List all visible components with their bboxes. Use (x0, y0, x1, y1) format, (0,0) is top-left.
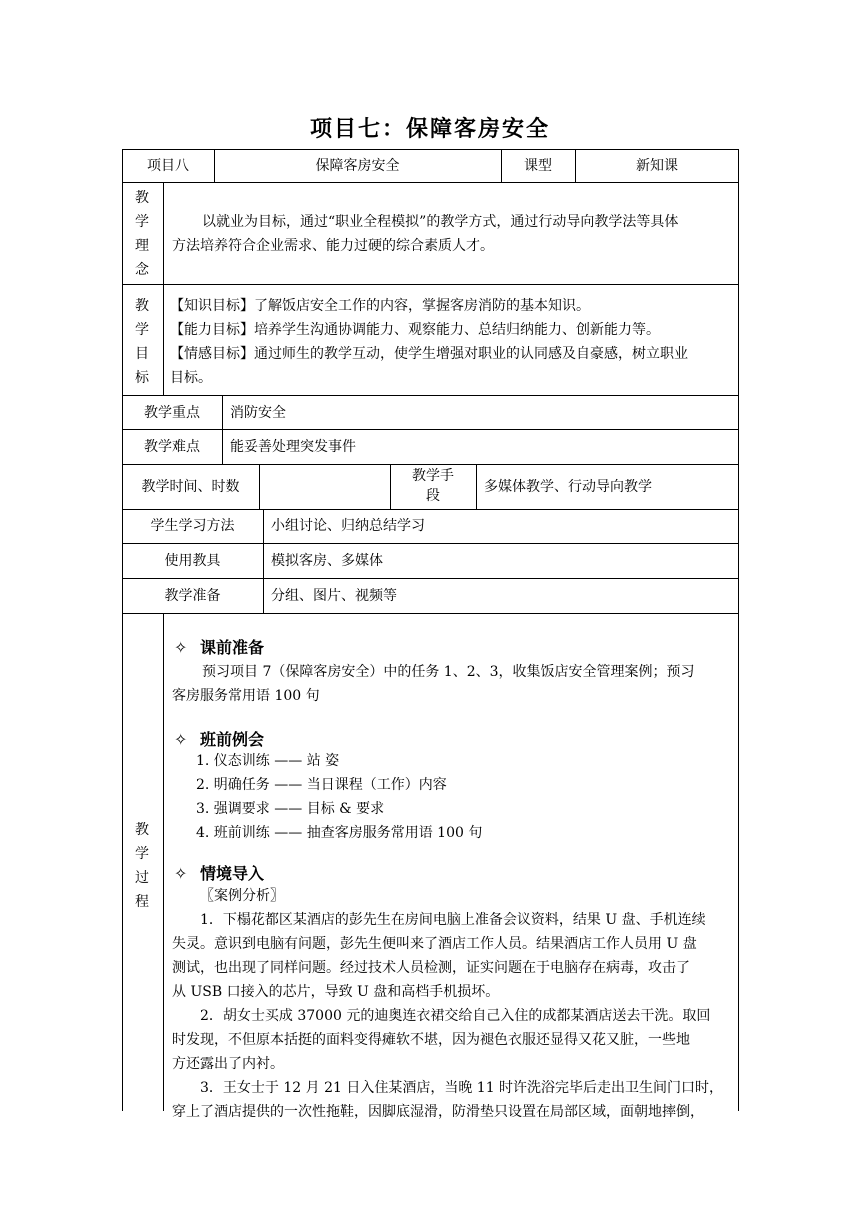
list-item: 3. 强调要求 —— 目标 & 要求 (196, 801, 385, 817)
method-label: 学生学习方法 (150, 518, 235, 534)
list-item: 2. 明确任务 —— 当日课程（工作）内容 (196, 777, 447, 793)
goals-text: 【知识目标】了解饭店安全工作的内容，掌握客房消防的基本知识。 【能力目标】培养学生沟通协调能力、观察能力、总结归纳能力、创新能力等。 【情感目标】通过师生的教学互动，使学生增强对职业的认同感及自豪感，树立职业 目标。 (170, 294, 736, 390)
knowledge-goal: 【知识目标】了解饭店安全工作的内容，掌握客房消防的基本知识。 (170, 298, 590, 314)
prep-label: 教学准备 (164, 588, 221, 604)
teaching-means-value: 多媒体教学、行动导向教学 (484, 479, 652, 495)
page-title: 项目七：保障客房安全 (309, 116, 550, 142)
project-name: 保障客房安全 (315, 158, 400, 174)
key-point-label: 教学重点 (144, 405, 200, 421)
method-value: 小组讨论、归纳总结学习 (271, 518, 425, 534)
tools-value: 模拟客房、多媒体 (271, 553, 383, 569)
diamond-icon: ✧ (174, 730, 188, 749)
difficulty-label: 教学难点 (144, 439, 200, 455)
project-label: 项目八 (147, 158, 189, 174)
difficulty-value: 能妥善处理突发事件 (230, 439, 356, 455)
section-morning-meeting: ✧ 班前例会 (174, 730, 265, 749)
section-scenario-intro: ✧ 情境导入 (174, 864, 265, 883)
list-item: 1. 仪态训练 —— 站 姿 (196, 753, 340, 769)
ability-goal: 【能力目标】培养学生沟通协调能力、观察能力、总结归纳能力、创新能力等。 (170, 322, 660, 338)
diamond-icon: ✧ (174, 638, 188, 657)
tools-label: 使用教具 (164, 553, 221, 569)
lesson-type-label: 课型 (524, 158, 552, 174)
philosophy-label: 教 学 理 念 (135, 190, 149, 278)
time-label: 教学时间、时数 (141, 479, 240, 495)
key-point-value: 消防安全 (230, 405, 286, 421)
list-item: 4. 班前训练 —— 抽查客房服务常用语 100 句 (196, 825, 483, 841)
teaching-means-label: 教学手 段 (412, 468, 454, 504)
goals-label: 教 学 目 标 (135, 298, 149, 386)
prep-value: 分组、图片、视频等 (271, 588, 397, 604)
philosophy-text: 以就业为目标，通过“职业全程模拟”的教学方式，通过行动导向教学法等具体 方法培养符合企业需求、能力过硬的综合素质人才。 (172, 214, 679, 254)
diamond-icon: ✧ (174, 864, 188, 883)
emotion-goal: 【情感目标】通过师生的教学互动，使学生增强对职业的认同感及自豪感，树立职业 (170, 346, 688, 362)
meeting-list (196, 749, 736, 845)
case-label: 〖案例分析〗 (200, 888, 284, 904)
pre-class-text: 预习项目 7（保障客房安全）中的任务 1、2、3，收集饭店安全管理案例；预习 客房服务常用语 100 句 (172, 664, 695, 704)
section-pre-class: ✧ 课前准备 (174, 638, 265, 657)
process-label: 教 学 过 程 (135, 822, 149, 910)
case-analysis-text: 1．下榻花都区某酒店的彭先生在房间电脑上准备会议资料，结果 U 盘、手机连续 失灵。意识到电脑有问题，彭先生便叫来了酒店工作人员。结果酒店工作人员用 U 盘 测试，也出现了同样问题。经过技术人员检测，证实问题在于电脑存在病毒，攻击了 从 USB 口接入的芯片，导致 U 盘和高档手机损坏。 2．胡女士买成 37000 元的迪奥连衣裙交给自己入住的成都某酒店送去干洗。取回 时发现，不但原本括挺的面料变得瘫软不堪，因为褪色衣服还显得又花又脏，一些地 方还露出了内衬。 3．王女士于 12 月 21 日入住某酒店，当晚 11 时许洗浴完毕后走出卫生间门口时， 穿上了酒店提供的一次性拖鞋，因脚底湿滑，防滑垫只设置在局部区域，面朝地摔倒， (172, 912, 724, 1120)
lesson-type-value: 新知课 (636, 158, 678, 174)
